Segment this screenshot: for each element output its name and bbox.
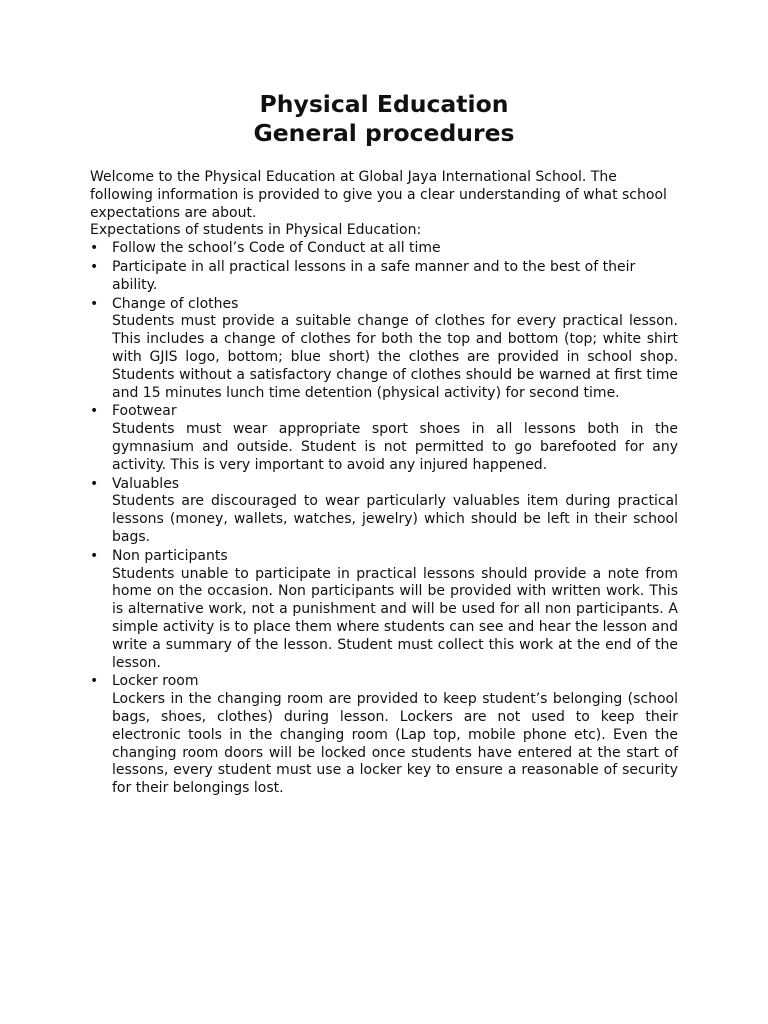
- expectations-heading: Expectations of students in Physical Education:: [90, 222, 422, 239]
- bullet-icon: •: [90, 240, 99, 257]
- bullet-icon: •: [90, 547, 99, 564]
- document-page: [90, 90, 678, 798]
- page-title: [90, 90, 678, 148]
- list-item: [90, 548, 678, 673]
- item-title: Locker room: [112, 673, 199, 690]
- item-title: Valuables: [112, 475, 180, 492]
- item-body: Students must provide a suitable change of clothes for every practical lesson. This includes a change of clothes for both the top and bottom (top; white shirt with GJIS logo, bottom; blue short) the clothes are provided in school shop. Students without a satisfactory change of clothes should be warned at first time and 15 minutes lunch time detention (physical activity) for second time.: [112, 313, 678, 401]
- bullet-icon: •: [90, 403, 99, 420]
- intro-section: [90, 169, 678, 240]
- item-title: Participate in all practical lessons in a safe manner and to the best of their ability.: [112, 258, 636, 293]
- item-title: Change of clothes: [112, 295, 239, 312]
- item-body: Students are discouraged to wear particularly valuables item during practical lessons (money, wallets, watches, jewelry) which should be left in their school bags.: [112, 493, 678, 545]
- title-line-2: General procedures: [253, 119, 515, 147]
- list-item: [90, 240, 678, 258]
- list-item: [90, 259, 678, 295]
- list-item: [90, 673, 678, 798]
- title-line-1: Physical Education: [259, 90, 509, 118]
- item-body: Students must wear appropriate sport shoes in all lessons both in the gymnasium and outside. Student is not permitted to go barefooted for any activity. This is very important to avoid any injured happened.: [112, 421, 678, 473]
- list-item: [90, 296, 678, 403]
- item-title: Footwear: [112, 403, 177, 420]
- item-body: Lockers in the changing room are provided to keep student’s belonging (school bags, shoes, clothes) during lesson. Lockers are not used to keep their electronic tools in the changing room (Lap top, mobile phone etc). Even the changing room doors will be locked once students have entered at the start of lessons, every student must use a locker key to ensure a reasonable of security for their belongings lost.: [112, 691, 678, 797]
- bullet-icon: •: [90, 475, 99, 492]
- expectations-list: [90, 240, 678, 798]
- bullet-icon: •: [90, 295, 99, 312]
- list-item: [90, 403, 678, 474]
- intro-paragraph: Welcome to the Physical Education at Global Jaya International School. The following information is provided to give you a clear understanding of what school expectations are about.: [90, 169, 667, 221]
- item-body: Students unable to participate in practical lessons should provide a note from home on the occasion. Non participants will be provided with written work. This is alternative work, not a punishment and will be used for all non participants. A simple activity is to place them where students can see and hear the lesson and write a summary of the lesson. Student must collect this work at the end of the lesson.: [112, 565, 678, 671]
- bullet-icon: •: [90, 673, 99, 690]
- bullet-icon: •: [90, 258, 99, 275]
- item-title: Follow the school’s Code of Conduct at all time: [112, 240, 441, 257]
- list-item: [90, 476, 678, 547]
- item-title: Non participants: [112, 547, 228, 564]
